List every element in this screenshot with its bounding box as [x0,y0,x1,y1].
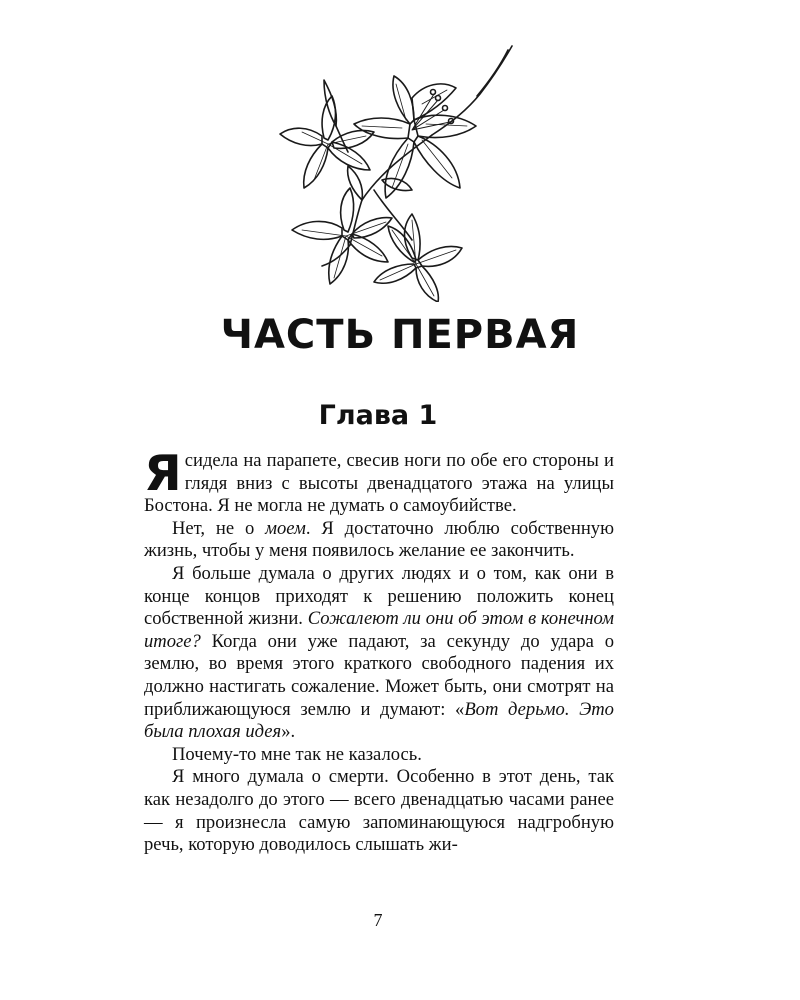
italic-text: Вот дерьмо. Это была плохая идея [144,698,614,743]
paragraph [144,766,614,856]
paragraph-text: Я много думала о смерти. Особенно в этот день, так как незадолго до этого — всего двенадцатью часами ранее — я произнесла самую запоминающуюся надгробную речь, которую доводилось слышать жи- [144,766,614,856]
paragraph [144,445,614,518]
paragraph-text: . Я достаточно люблю собственную жизнь, чтобы у меня появилось желание ее закончить. [144,517,614,562]
paragraph-text: Когда они уже падают, за секунду до удара о землю, во время этого краткого свободного падения их должно настигать сожаление. Может быть, они смотрят на приближающуюся землю и думают: « [144,630,614,720]
page-number: 7 [373,910,383,930]
stem-main [432,46,512,135]
italic-text: Сожалеют ли они об этом в конечном итоге? [144,608,615,652]
part-title: ЧАСТЬ ПЕРВАЯ [220,312,580,358]
drop-cap: Я [144,445,182,502]
italic-text: моем [265,517,306,539]
paragraph [144,744,614,767]
lily-flowers-illustration [262,40,518,302]
paragraph-text: сидела на парапете, свесив ноги по обе его стороны и глядя вниз с высоты двенадцатого этажа на улицы Бостона. Я не могла не думать о самоубийстве. [144,450,614,517]
lily-petal [280,128,322,145]
paragraph [144,563,614,744]
chapter-title: Глава 1 [318,400,438,431]
paragraph-text: Почему-то мне так не казалось. [172,743,422,765]
paragraph-text: ». [281,721,296,743]
leaf [348,166,363,200]
lily-petal [292,221,342,239]
chapter-body [144,445,615,857]
paragraph-text: Нет, не о [172,517,266,539]
paragraph-text: Я больше думала о других людях и о том, как они в конце концов приходят к решению положить конец собственной жизни. [144,562,614,630]
paragraph [144,518,614,563]
